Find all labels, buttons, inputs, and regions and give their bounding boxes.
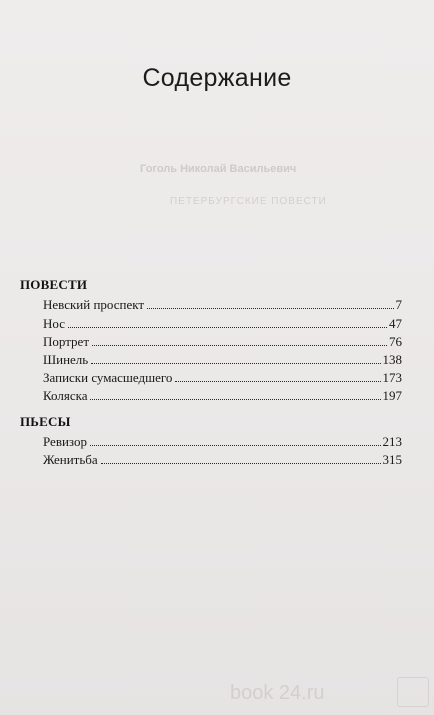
dot-leader bbox=[90, 399, 380, 400]
toc-entry-title: Нос bbox=[43, 316, 65, 331]
toc-entry[interactable] bbox=[43, 386, 402, 403]
bleed-through-age-mark bbox=[397, 677, 429, 707]
dot-leader bbox=[91, 363, 380, 364]
bleed-through-text: book 24.ru bbox=[230, 682, 325, 704]
contents-title: Содержание bbox=[142, 64, 292, 92]
toc-entry[interactable] bbox=[43, 332, 402, 349]
dot-leader bbox=[175, 381, 380, 382]
toc-entry[interactable] bbox=[43, 432, 402, 449]
toc-entry-title: Шинель bbox=[43, 352, 89, 367]
dot-leader bbox=[90, 445, 381, 446]
bleed-through-text: ПЕТЕРБУРГСКИЕ ПОВЕСТИ bbox=[170, 196, 327, 207]
section-heading-povesti: ПОВЕСТИ bbox=[20, 277, 88, 292]
toc-entry-page: 47 bbox=[389, 316, 402, 331]
toc-entry-page: 7 bbox=[395, 297, 402, 312]
dot-leader bbox=[68, 327, 387, 328]
toc-entry-page: 197 bbox=[382, 388, 402, 403]
toc-entry-page: 213 bbox=[382, 434, 402, 449]
dot-leader bbox=[92, 345, 387, 346]
toc-entry[interactable] bbox=[43, 295, 402, 312]
toc-entry-title: Коляска bbox=[43, 388, 88, 403]
toc-entry-title: Женитьба bbox=[43, 452, 98, 467]
toc-entry[interactable] bbox=[43, 314, 402, 331]
toc-entry[interactable] bbox=[43, 368, 402, 385]
toc-entry-page: 173 bbox=[382, 370, 402, 385]
toc-entry[interactable] bbox=[43, 450, 402, 467]
bleed-through-text: Гоголь Николай Васильевич bbox=[140, 163, 297, 175]
dot-leader bbox=[147, 308, 393, 309]
toc-entry-page: 138 bbox=[382, 352, 402, 367]
toc-entry-title: Невский проспект bbox=[43, 297, 145, 312]
toc-entry-title: Ревизор bbox=[43, 434, 87, 449]
toc-entry-title: Записки сумасшедшего bbox=[43, 370, 173, 385]
toc-entry[interactable] bbox=[43, 350, 402, 367]
dot-leader bbox=[101, 463, 381, 464]
toc-entry-title: Портрет bbox=[43, 334, 90, 349]
toc-entry-page: 76 bbox=[389, 334, 402, 349]
section-heading-pesy: ПЬЕСЫ bbox=[20, 414, 71, 429]
toc-entry-page: 315 bbox=[382, 452, 402, 467]
